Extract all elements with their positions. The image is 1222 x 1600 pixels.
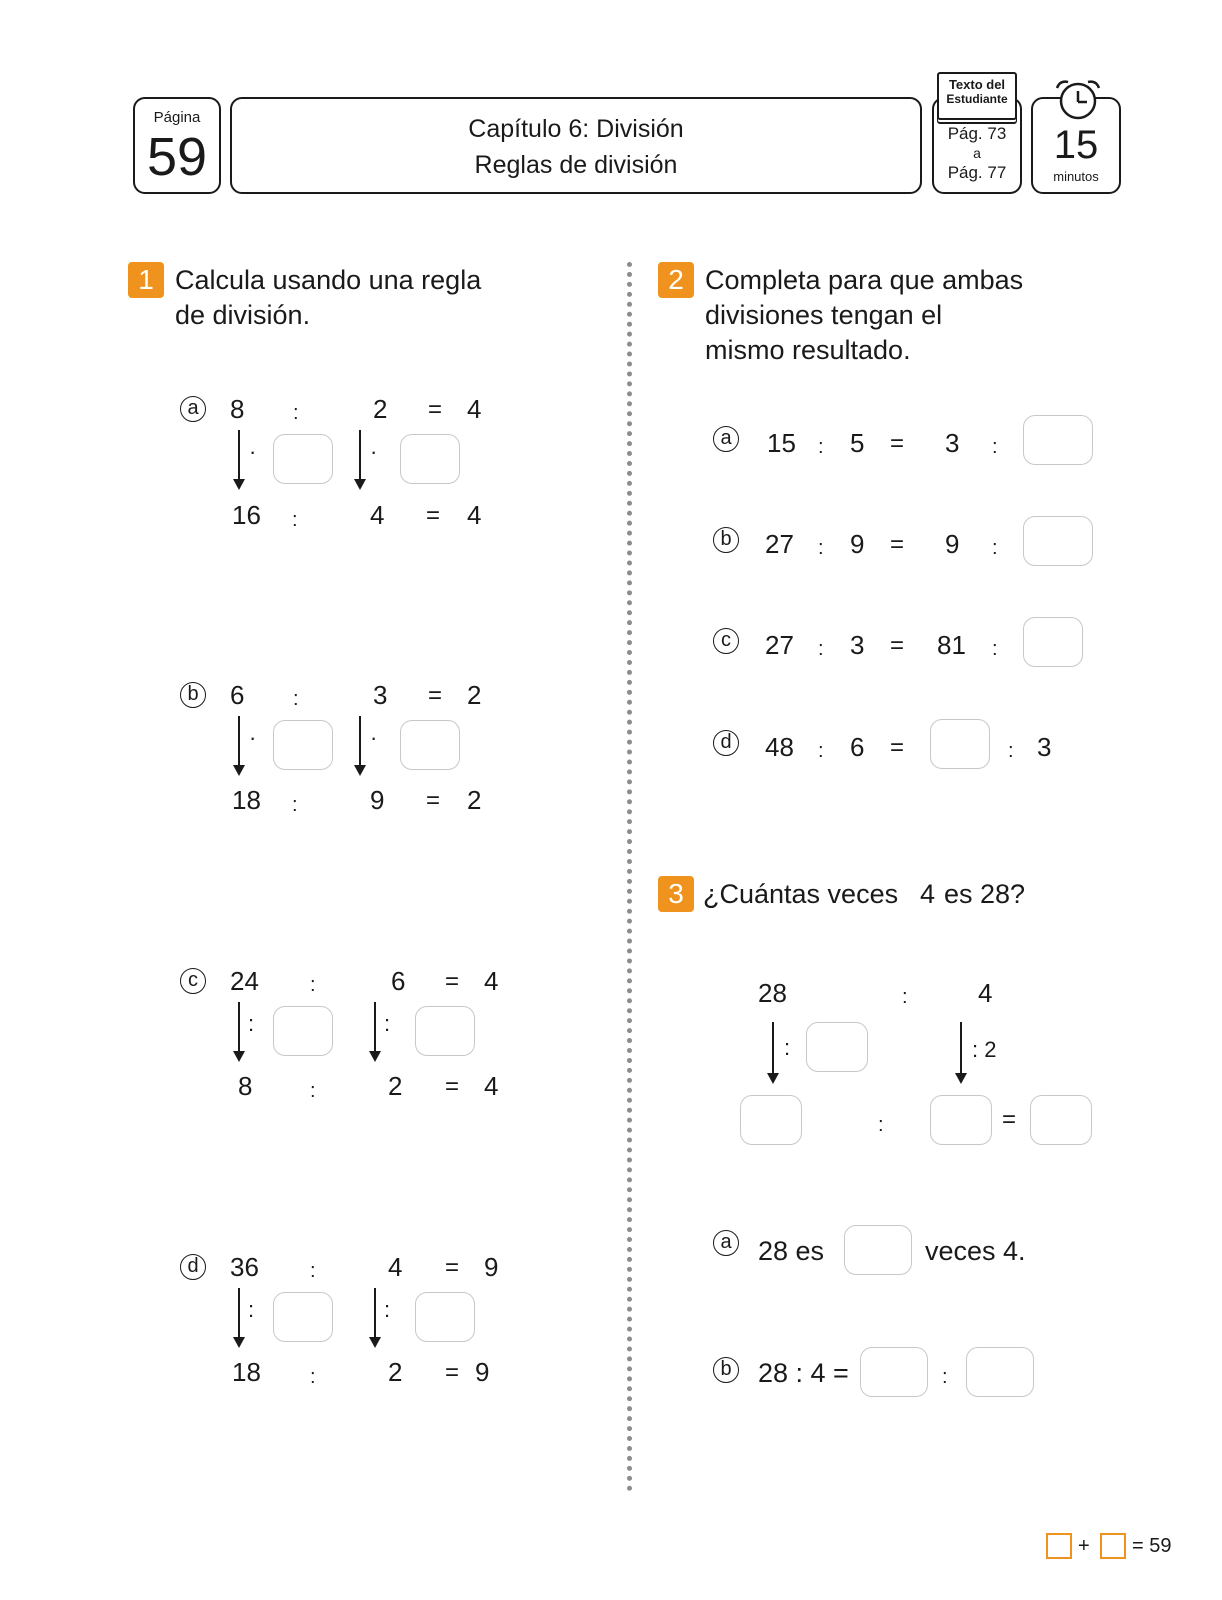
equals: = [890,632,905,659]
top-result: 4 [484,966,499,996]
dividend-right: 3 [945,428,960,458]
top-divisor: 4 [388,1252,403,1282]
score-box[interactable] [1100,1533,1126,1559]
equals: = [428,396,443,423]
operator: : [384,1011,391,1036]
equals: = [428,682,443,709]
down-arrow [359,716,361,766]
book-label-line2: Estudiante [946,92,1008,106]
time-unit: minutos [1053,169,1099,184]
down-arrow [374,1002,376,1052]
right-operator: : 2 [972,1037,997,1062]
divisor-left: 9 [850,529,865,559]
q3-prompt-num: 4 [920,879,936,909]
q3-a-pre: 28 es [758,1236,825,1266]
dividend-right: 81 [937,630,966,660]
answer-box[interactable] [273,720,333,770]
dividend-left: 27 [765,630,794,660]
operator: · [249,439,257,464]
colon: : [293,688,299,710]
bottom-divisor: 2 [388,1357,403,1387]
alarm-clock-icon [1052,76,1104,124]
q3-a-post: veces 4. [925,1236,1026,1266]
time-value: 15 [1053,123,1099,167]
item-letter: a [180,396,206,422]
answer-box[interactable] [1023,415,1093,465]
answer-box[interactable] [740,1095,802,1145]
divisor-left: 6 [850,732,865,762]
down-arrow [374,1288,376,1338]
colon: : [992,638,998,660]
answer-box[interactable] [860,1347,928,1397]
equals: = [445,1073,460,1100]
equals: = [445,1254,460,1281]
colon: : [292,509,298,531]
bottom-result: 2 [467,785,482,815]
item-letter: c [713,628,739,654]
top-result: 9 [484,1252,499,1282]
total-score: = 59 [1132,1535,1172,1557]
bottom-dividend: 8 [238,1071,253,1101]
colon: : [310,1260,316,1282]
bottom-result: 4 [484,1071,499,1101]
answer-box[interactable] [400,434,460,484]
answer-box[interactable] [966,1347,1034,1397]
q1-prompt-line1: Calcula usando una regla [175,265,482,295]
top-result: 2 [467,680,482,710]
answer-box[interactable] [273,434,333,484]
item-letter: a [713,1230,739,1256]
down-arrow [772,1022,774,1074]
bottom-divisor: 9 [370,785,385,815]
answer-box[interactable] [1030,1095,1092,1145]
item-letter: b [180,682,206,708]
operator: : [384,1297,391,1322]
operator: : [248,1297,255,1322]
colon: : [878,1114,884,1136]
page-number: 59 [146,127,208,187]
item-letter: b [713,1357,739,1383]
plus-sign: + [1078,1535,1090,1557]
book-pages-sep: a [973,145,981,161]
bottom-result: 9 [475,1357,490,1387]
equals: = [426,502,441,529]
item-letter: d [713,730,739,756]
q2-prompt-line2: divisiones tengan el [705,300,943,330]
colon: : [310,1080,316,1102]
top-dividend: 36 [230,1252,259,1282]
dividend-left: 48 [765,732,794,762]
q2-badge: 2 [658,262,694,298]
colon: : [818,436,824,458]
colon: : [293,402,299,424]
colon: : [292,794,298,816]
colon: : [310,1366,316,1388]
equals: = [890,734,905,761]
q2-prompt-line3: mismo resultado. [705,335,911,365]
operator: · [249,725,257,750]
dividend-left: 15 [767,428,796,458]
operator: : [784,1035,791,1060]
q3-badge: 3 [658,876,694,912]
book-pages-to: Pág. 77 [947,163,1007,182]
answer-box[interactable] [844,1225,912,1275]
colon: : [818,537,824,559]
divisor-left: 3 [850,630,865,660]
answer-box[interactable] [930,719,990,769]
colon: : [942,1366,948,1388]
answer-box[interactable] [930,1095,992,1145]
bottom-dividend: 16 [232,500,261,530]
top-dividend: 8 [230,394,245,424]
chapter-title-box [230,97,922,194]
equals: = [426,787,441,814]
down-arrow [238,716,240,766]
down-arrow [238,430,240,480]
diagram-divisor: 4 [978,978,993,1008]
divisor-right: 3 [1037,732,1052,762]
top-divisor: 3 [373,680,388,710]
operator: · [370,725,378,750]
operator: · [370,439,378,464]
divisor-left: 5 [850,428,865,458]
score-box[interactable] [1046,1533,1072,1559]
down-arrow [238,1288,240,1338]
bottom-dividend: 18 [232,1357,261,1387]
colon: : [992,537,998,559]
answer-box[interactable] [273,1292,333,1342]
answer-box[interactable] [415,1006,475,1056]
bottom-divisor: 4 [370,500,385,530]
answer-box[interactable] [415,1292,475,1342]
bottom-divisor: 2 [388,1071,403,1101]
colon: : [902,986,908,1008]
equals: = [890,531,905,558]
colon: : [818,638,824,660]
item-letter: d [180,1254,206,1280]
equals: = [890,430,905,457]
top-divisor: 2 [373,394,388,424]
top-dividend: 6 [230,680,245,710]
book-pages-from: Pág. 73 [947,124,1007,143]
down-arrow [359,430,361,480]
colon: : [1008,740,1014,762]
item-letter: b [713,527,739,553]
top-dividend: 24 [230,966,259,996]
top-result: 4 [467,394,482,424]
bottom-result: 4 [467,500,482,530]
dividend-right: 9 [945,529,960,559]
book-label-line1: Texto del [948,77,1006,92]
q3-prompt-post: es 28? [944,879,1026,909]
q3-prompt-pre: ¿Cuántas veces [703,879,899,909]
top-divisor: 6 [391,966,406,996]
equals: = [445,1359,460,1386]
answer-box[interactable] [400,720,460,770]
colon: : [310,974,316,996]
colon: : [992,436,998,458]
answer-box[interactable] [1023,516,1093,566]
item-letter: a [713,426,739,452]
colon: : [818,740,824,762]
down-arrow [238,1002,240,1052]
bottom-dividend: 18 [232,785,261,815]
equals: = [1002,1106,1017,1133]
diagram-dividend: 28 [758,978,787,1008]
chapter-title: Capítulo 6: División [468,115,684,143]
down-arrow [960,1022,962,1074]
equals: = [445,968,460,995]
page-number-box [133,97,221,194]
item-letter: c [180,968,206,994]
operator: : [248,1011,255,1036]
answer-box[interactable] [273,1006,333,1056]
q1-badge: 1 [128,262,164,298]
book-icon [937,72,1017,120]
dividend-left: 27 [765,529,794,559]
answer-box[interactable] [806,1022,868,1072]
q3-b-pre: 28 : 4 = [758,1358,849,1388]
column-divider [627,262,632,1492]
page-label: Página [153,109,201,126]
topic-title: Reglas de división [474,151,678,179]
answer-box[interactable] [1023,617,1083,667]
q1-prompt-line2: de división. [175,300,311,330]
q2-prompt-line1: Completa para que ambas [705,265,1024,295]
